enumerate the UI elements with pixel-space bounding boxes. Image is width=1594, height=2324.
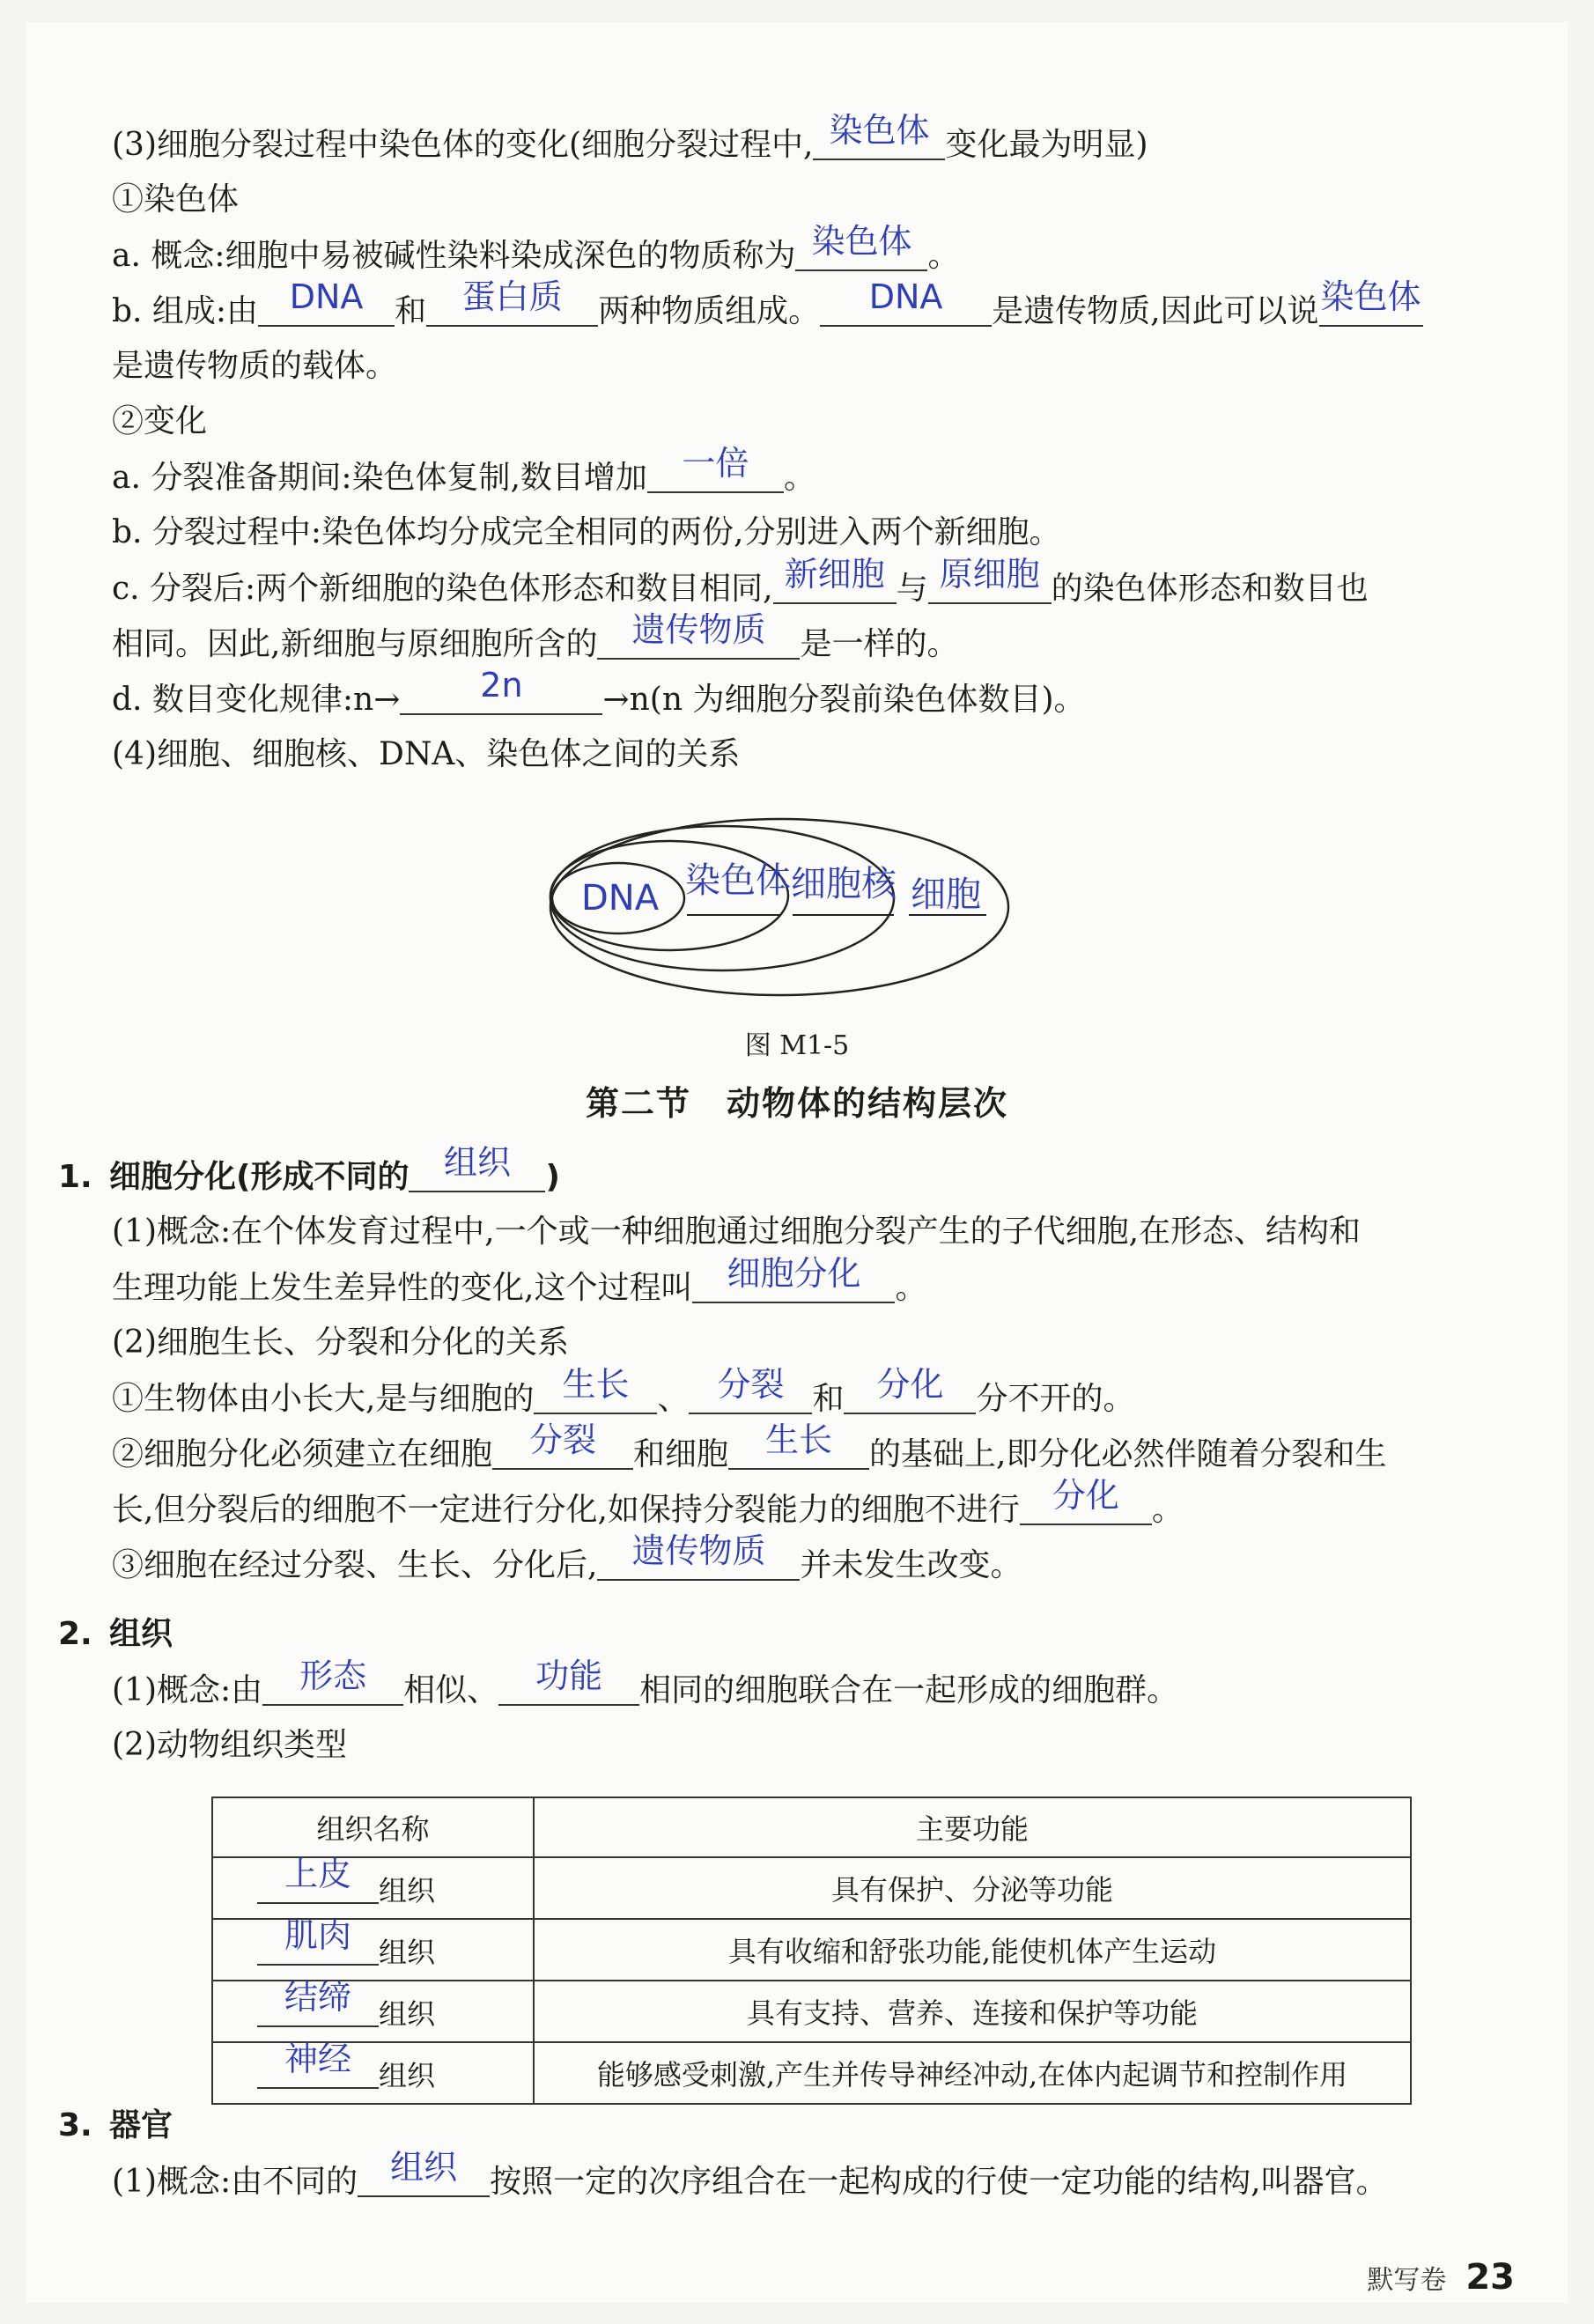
text: 、 <box>657 1381 690 1417</box>
function-cell: 能够感受刺激,产生并传导神经冲动,在体内起调节和控制作用 <box>534 2042 1411 2104</box>
table-row <box>212 1919 1411 1981</box>
text: ②变化 <box>112 403 208 439</box>
subheading-change <box>112 401 207 443</box>
column-header: 主要功能 <box>534 1797 1411 1857</box>
answer-blank <box>647 444 784 493</box>
text: 是遗传物质的载体。 <box>112 348 398 384</box>
answer-blank <box>257 1978 379 2027</box>
page-footer <box>1367 2257 1515 2298</box>
line-rule <box>112 666 1086 721</box>
diagram-label-cell: 细胞 <box>911 874 981 915</box>
line-after <box>112 555 1369 610</box>
answer-text: 一倍 <box>682 444 749 483</box>
text: 。 <box>895 1270 927 1306</box>
section-title: 第二节 动物体的结构层次 <box>585 1084 1008 1123</box>
item-number: 3. <box>58 2107 92 2143</box>
line-diff-concept <box>112 1211 1361 1253</box>
text: 和 <box>395 293 427 329</box>
answer-blank <box>400 666 602 715</box>
diagram-label-chromosome: 染色体 <box>685 860 791 901</box>
text: 是遗传物质,因此可以说 <box>992 293 1319 329</box>
line-tissue-concept <box>112 1656 1179 1712</box>
answer-blank <box>928 555 1052 604</box>
answer-text: 组织 <box>390 2148 458 2187</box>
text: (1)概念:由不同的 <box>112 2164 358 2200</box>
answer-text: 分化 <box>876 1365 944 1404</box>
text: 相同。因此,新细胞与原细胞所含的 <box>112 626 598 662</box>
text: 。 <box>783 460 815 496</box>
item-number: 1. <box>58 1159 92 1195</box>
text: 细胞分化(形成不同的 <box>109 1159 410 1195</box>
answer-blank <box>257 1855 379 1904</box>
footer-label: 默写卷 <box>1367 2265 1447 2296</box>
answer-text: 功能 <box>535 1656 603 1695</box>
line-during <box>112 512 1061 554</box>
text: →n(n 为细胞分裂前染色体数目)。 <box>602 682 1086 718</box>
line-organ-concept <box>112 2148 1388 2203</box>
answer-text: 新细胞 <box>784 555 885 594</box>
answer-text: 分裂 <box>717 1365 785 1404</box>
text: ) <box>545 1159 560 1195</box>
item-3-heading <box>58 2105 173 2147</box>
answer-blank <box>426 277 598 327</box>
line-chromosome-intro <box>112 111 1148 166</box>
answer-text: DNA <box>868 277 943 316</box>
item-2-heading <box>58 1613 173 1656</box>
diagram-label-nucleus: 细胞核 <box>791 864 897 904</box>
text: 变化最为明显) <box>945 127 1148 163</box>
answer-text: 原细胞 <box>939 555 1040 594</box>
line-growth <box>112 1365 1135 1420</box>
text: 和细胞 <box>633 1436 729 1472</box>
text: (3)细胞分裂过程中染色体的变化(细胞分裂过程中, <box>112 127 814 163</box>
text: (2)动物组织类型 <box>112 1727 347 1763</box>
text: 组织 <box>379 1997 436 2031</box>
answer-blank <box>498 1656 639 1706</box>
answer-blank <box>1020 1476 1152 1525</box>
text: 按照一定的次序组合在一起构成的行使一定功能的结构,叫器官。 <box>490 2164 1388 2200</box>
answer-text: 分化 <box>1052 1476 1119 1515</box>
text: 组织 <box>109 1616 173 1652</box>
answer-blank <box>844 1365 976 1414</box>
text: 长,但分裂后的细胞不一定进行分化,如保持分裂能力的细胞不进行 <box>112 1492 1020 1528</box>
item-number: 2. <box>58 1616 92 1652</box>
text: ③细胞在经过分裂、生长、分化后, <box>112 1547 598 1583</box>
item-1-heading <box>58 1143 560 1199</box>
text: (1)概念:在个体发育过程中,一个或一种细胞通过细胞分裂产生的子代细胞,在形态、结构和 <box>112 1214 1362 1250</box>
answer-text: DNA <box>289 277 364 316</box>
answer-blank <box>597 610 800 660</box>
text: 组织 <box>379 2059 436 2092</box>
text: 两种物质组成。 <box>598 293 821 329</box>
text: c. 分裂后:两个新细胞的染色体形态和数目相同, <box>112 571 773 607</box>
answer-blank <box>795 222 927 271</box>
line-tissue-types <box>112 1724 347 1767</box>
table-row <box>212 1981 1411 2042</box>
line-same <box>112 610 959 666</box>
answer-text: 染色体 <box>829 111 930 150</box>
line-concept <box>112 222 960 277</box>
text: 相同的细胞联合在一起形成的细胞群。 <box>639 1672 1179 1708</box>
answer-text: 遗传物质 <box>631 610 766 649</box>
answer-blank <box>257 1916 379 1966</box>
line-diff-def <box>112 1254 927 1310</box>
answer-text: 蛋白质 <box>461 277 563 316</box>
answer-blank <box>409 1143 545 1192</box>
answer-text: 上皮 <box>284 1855 351 1893</box>
answer-blank <box>773 555 897 604</box>
text: 生理功能上发生差异性的变化,这个过程叫 <box>112 1270 693 1306</box>
answer-blank <box>358 2148 490 2197</box>
tissue-table <box>211 1796 1412 2105</box>
text: b. 组成:由 <box>112 293 259 329</box>
answer-text: 生长 <box>765 1420 833 1459</box>
answer-text: 分裂 <box>529 1420 597 1459</box>
answer-blank <box>262 1656 403 1706</box>
line-not-diff <box>112 1476 1184 1531</box>
answer-text: 染色体 <box>811 222 912 261</box>
text: a. 分裂准备期间:染色体复制,数目增加 <box>112 460 647 496</box>
text: a. 概念:细胞中易被碱性染料染成深色的物质称为 <box>112 238 796 274</box>
answer-blank <box>813 111 945 160</box>
text: d. 数目变化规律:n→ <box>112 682 401 718</box>
line-relation <box>112 734 740 776</box>
text: 是一样的。 <box>800 626 959 662</box>
answer-blank <box>257 2040 379 2089</box>
text: 的染色体形态和数目也 <box>1051 571 1369 607</box>
text: ①生物体由小长大,是与细胞的 <box>112 1381 535 1417</box>
text: 。 <box>927 238 960 274</box>
answer-blank <box>258 277 395 327</box>
nested-ellipse-diagram <box>546 815 1022 1000</box>
text: b. 分裂过程中:染色体均分成完全相同的两份,分别进入两个新细胞。 <box>112 514 1061 550</box>
text: 与 <box>896 571 928 607</box>
answer-text: 染色体 <box>1320 277 1421 316</box>
line-genetic <box>112 1531 1022 1587</box>
function-cell: 具有收缩和舒张功能,能使机体产生运动 <box>534 1919 1411 1981</box>
answer-text: 形态 <box>299 1656 367 1695</box>
text: ①染色体 <box>112 181 240 218</box>
answer-text: 组织 <box>443 1143 511 1182</box>
figure-caption: 图 M1-5 <box>744 1030 850 1061</box>
answer-blank <box>728 1420 869 1470</box>
table-row <box>212 2042 1411 2104</box>
diagram-label-dna: DNA <box>581 878 660 919</box>
text: 和 <box>812 1381 845 1417</box>
text: (4)细胞、细胞核、DNA、染色体之间的关系 <box>112 736 741 772</box>
answer-text: 肌肉 <box>284 1916 351 1955</box>
function-cell: 具有保护、分泌等功能 <box>534 1857 1411 1919</box>
answer-blank <box>534 1365 657 1414</box>
answer-blank <box>820 277 992 327</box>
table-row <box>212 1857 1411 1919</box>
line-carrier <box>112 345 397 387</box>
answer-blank <box>492 1420 633 1470</box>
text: (1)概念:由 <box>112 1672 263 1708</box>
text: 的基础上,即分化必然伴随着分裂和生 <box>869 1436 1387 1472</box>
subheading-chromosome <box>112 179 239 221</box>
answer-text: 神经 <box>284 2040 351 2078</box>
text: 器官 <box>109 2107 173 2143</box>
answer-text: 细胞分化 <box>727 1254 861 1293</box>
answer-text: 生长 <box>562 1365 630 1404</box>
text: 相似、 <box>403 1672 499 1708</box>
text: 组织 <box>379 1874 436 1907</box>
tissue-name-cell <box>212 2042 534 2104</box>
answer-text: 遗传物质 <box>631 1531 766 1570</box>
answer-blank <box>692 1254 895 1303</box>
line-composition <box>112 277 1423 333</box>
text: 。 <box>1151 1492 1184 1528</box>
text: 分不开的。 <box>976 1381 1135 1417</box>
answer-blank <box>1319 277 1423 327</box>
column-header: 组织名称 <box>212 1797 534 1857</box>
text: ②细胞分化必须建立在细胞 <box>112 1436 493 1472</box>
answer-blank <box>689 1365 812 1414</box>
answer-text: 结缔 <box>284 1978 351 2017</box>
table-header-row <box>212 1797 1411 1857</box>
line-prep <box>112 444 815 499</box>
function-cell: 具有支持、营养、连接和保护等功能 <box>534 1981 1411 2042</box>
text: (2)细胞生长、分裂和分化的关系 <box>112 1324 569 1361</box>
answer-text: 2n <box>480 666 523 705</box>
line-relation-2 <box>112 1322 569 1364</box>
answer-blank <box>597 1531 800 1581</box>
text: 并未发生改变。 <box>800 1547 1022 1583</box>
page-number: 23 <box>1465 2257 1515 2298</box>
text: 组织 <box>379 1936 436 1969</box>
line-basis <box>112 1420 1387 1476</box>
